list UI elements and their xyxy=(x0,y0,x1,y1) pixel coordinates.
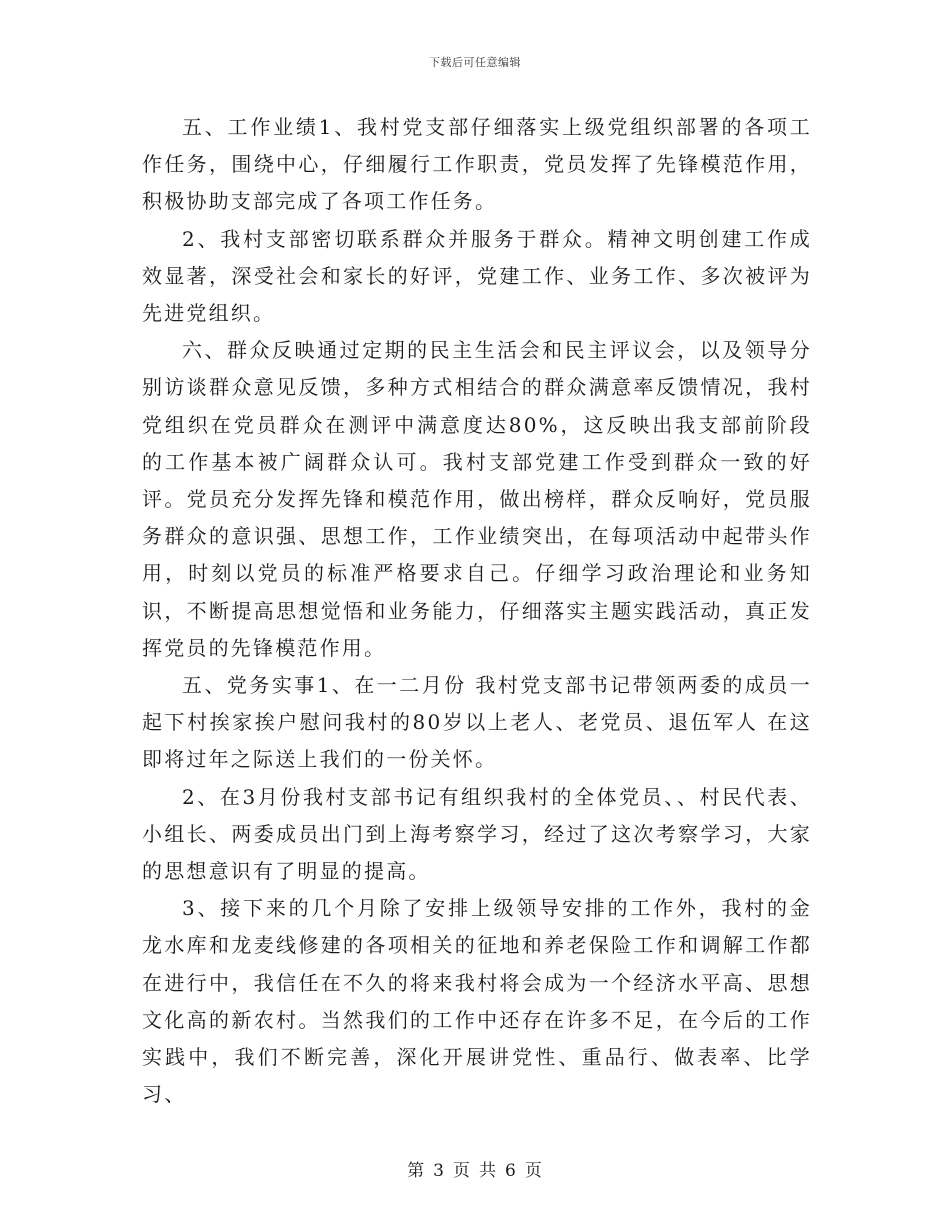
footer-total-pages: 6 xyxy=(505,1161,517,1181)
footer-page-unit: 页 xyxy=(453,1161,471,1181)
paragraph-work-results: 五、工作业绩1、我村党支部仔细落实上级党组织部署的各项工作任务，围绕中心，仔细履行工作职责，党员发挥了先锋模范作用，积极协助支部完成了各项工作任务。 xyxy=(142,115,812,214)
page-footer xyxy=(0,1156,950,1181)
footer-page-number: 3 xyxy=(433,1161,445,1181)
page-header: 下载后可任意编辑 xyxy=(429,56,521,69)
footer-prefix: 第 xyxy=(407,1161,426,1181)
paragraph-mass-feedback: 六、群众反映通过定期的民主生活会和民主评议会，以及领导分别访谈群众意见反馈，多种方式相结合的群众满意率反馈情况，我村党组织在党员群众在测评中满意度达80%，这反映出我支部前阶段的工作基本被广阔群众认可。我村支部党建工作受到群众一致的好评。党员充分发挥先锋和模范作用，做出榜样，群众反响好，党员服务群众的意识强、思想工作，工作业绩突出，在每项活动中起带头作用，时刻以党员的标准严格要求自己。仔细学习政治理论和业务知识，不断提高思想觉悟和业务能力，仔细落实主题实践活动，真正发挥党员的先锋模范作用。 xyxy=(142,338,812,660)
footer-total-prefix: 共 xyxy=(479,1161,497,1181)
paragraph-shanghai-study: 2、在3月份我村支部书记有组织我村的全体党员、、村民代表、小组长、两委成员出门到上海考察学习，经过了这次考察学习，大家的思想意识有了明显的提高。 xyxy=(142,784,812,884)
paragraph-upcoming-work: 3、接下来的几个月除了安排上级领导安排的工作外，我村的金龙水库和龙麦线修建的各项相关的征地和养老保险工作和调解工作都在进行中，我信任在不久的将来我村将会成为一个经济水平高、思想文化高的新农村。当然我们的工作中还存在许多不足，在今后的工作实践中，我们不断完善，深化开展讲党性、重品行、做表率、比学习、 xyxy=(142,896,812,1107)
paragraph-party-affairs: 五、党务实事1、在一二月份 我村党支部书记带领两委的成员一起下村挨家挨户慰问我村的80岁以上老人、老党员、退伍军人 在这即将过年之际送上我们的一份关怀。 xyxy=(142,673,812,772)
paragraph-mass-service: 2、我村支部密切联系群众并服务于群众。精神文明创建工作成效显著，深受社会和家长的好评，党建工作、业务工作、多次被评为先进党组织。 xyxy=(142,226,812,326)
document-body xyxy=(142,109,812,1113)
footer-total-unit: 页 xyxy=(524,1161,543,1181)
